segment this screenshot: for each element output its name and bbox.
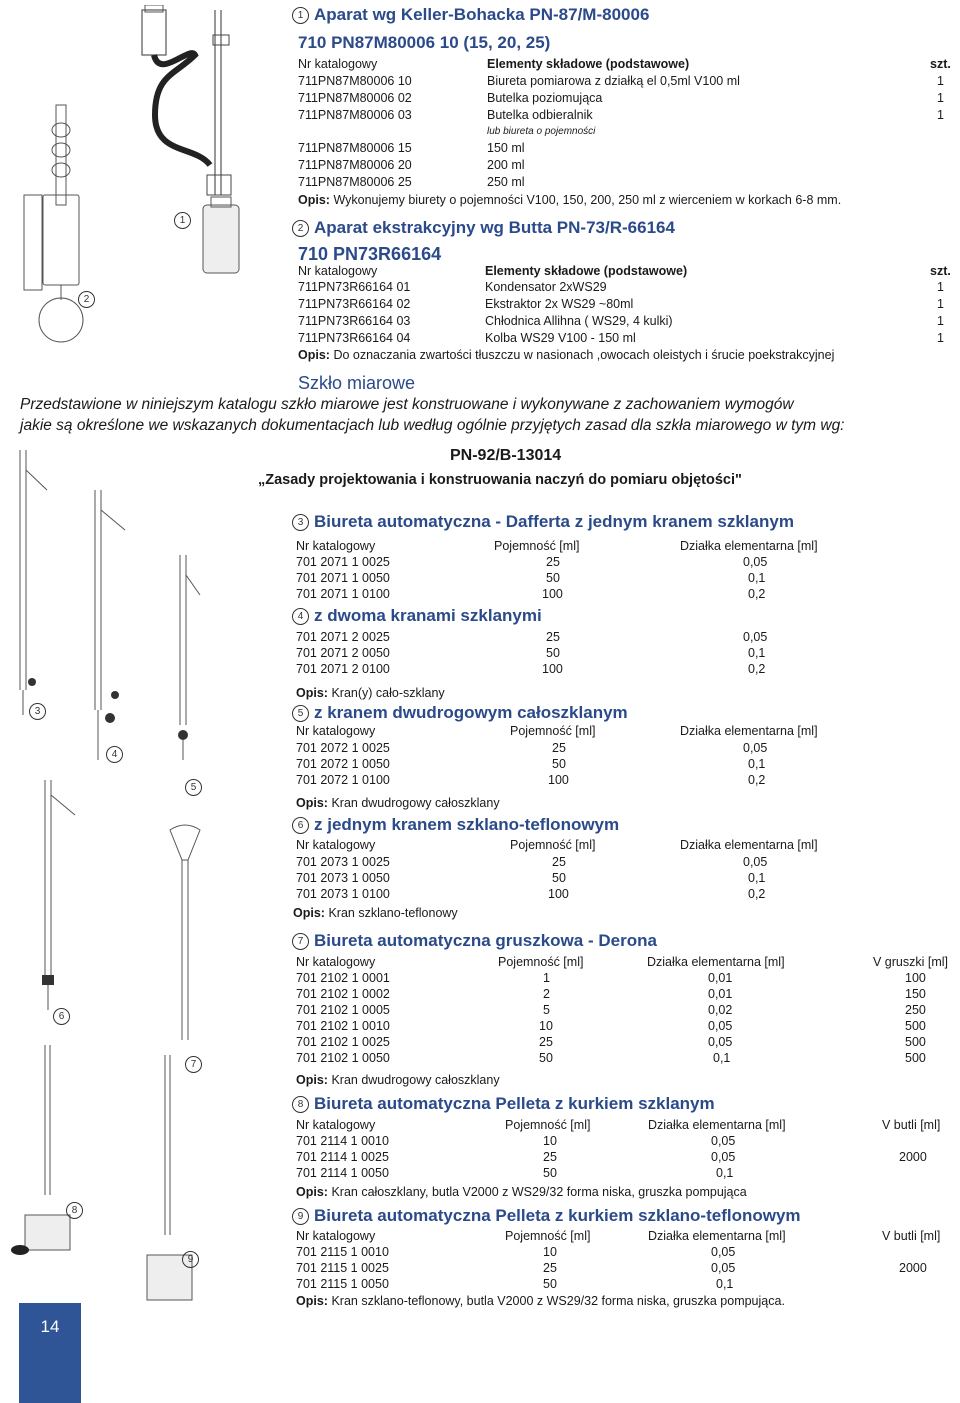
s5-opis-text: Kran dwudrogowy całoszklany xyxy=(331,796,500,810)
figure-label-1: 1 xyxy=(174,212,191,229)
section-5-title: 5 z kranem dwudrogowym całoszklanym xyxy=(292,703,628,723)
s1-row-el: Biureta pomiarowa z działką el 0,5ml V100 ml xyxy=(487,74,740,88)
s7-col-poj: Pojemność [ml] xyxy=(498,955,584,969)
s9-col-poj: Pojemność [ml] xyxy=(505,1229,591,1243)
s2-row-nr: 711PN73R66164 03 xyxy=(298,314,411,328)
s6-opis xyxy=(293,906,458,920)
s8-row-nr: 701 2114 1 0025 xyxy=(296,1150,389,1164)
s5-col-dz: Działka elementarna [ml] xyxy=(680,724,818,738)
section-1-title: 1 Aparat wg Keller-Bohacka PN-87/M-80006 xyxy=(292,5,649,25)
s9-row-poj: 10 xyxy=(543,1245,557,1259)
szklo-paragraph-1: Przedstawione w niniejszym katalogu szkło miarowe jest konstruowane i wykonywane z zachowaniem wymogów xyxy=(20,396,794,413)
s5-row-dz: 0,1 xyxy=(748,757,766,771)
szklo-title: Szkło miarowe xyxy=(298,373,416,393)
s3-row-nr: 701 2071 1 0050 xyxy=(296,571,390,585)
s6-row-dz: 0,2 xyxy=(748,887,766,901)
s5-row-nr: 701 2072 1 0050 xyxy=(296,757,390,771)
s3-row-poj: 50 xyxy=(546,571,560,585)
s5-row-poj: 25 xyxy=(552,741,566,755)
s7-row-dz: 0,05 xyxy=(708,1019,733,1033)
s8-row-dz: 0,05 xyxy=(711,1134,736,1148)
figure-label-9: 9 xyxy=(182,1251,199,1268)
s7-row-dz: 0,01 xyxy=(708,987,733,1001)
section-5-number: 5 xyxy=(292,705,309,722)
s1-row-szt: 1 xyxy=(937,108,944,122)
burette-7-illustration xyxy=(160,820,220,1050)
s2-opis xyxy=(298,348,834,362)
s7-row-nr: 701 2102 1 0002 xyxy=(296,987,390,1001)
figure-label-2: 2 xyxy=(78,291,95,308)
s8-row-poj: 50 xyxy=(543,1166,557,1180)
s9-row-dz: 0,1 xyxy=(716,1277,734,1291)
s2-row-szt: 1 xyxy=(937,297,944,311)
burette-5-illustration xyxy=(160,555,210,765)
s3-col-nr: Nr katalogowy xyxy=(296,539,376,553)
page-number-box xyxy=(19,1303,81,1403)
s1-row2-el: 250 ml xyxy=(487,175,525,189)
s7-opis xyxy=(296,1073,500,1087)
s4-row-nr: 701 2071 2 0050 xyxy=(296,646,390,660)
s4-row-dz: 0,2 xyxy=(748,662,766,676)
s6-row-poj: 25 xyxy=(552,855,566,869)
s9-opis xyxy=(296,1294,785,1308)
burette-8-illustration xyxy=(5,1045,75,1260)
section-4-title: 4 z dwoma kranami szklanymi xyxy=(292,606,542,626)
s1-row-szt: 1 xyxy=(937,91,944,105)
figure-label-3: 3 xyxy=(29,703,46,720)
section-3-title: 3 Biureta automatyczna - Dafferta z jednym kranem szklanym xyxy=(292,512,794,532)
s7-row-poj: 2 xyxy=(543,987,550,1001)
s7-row-v: 250 xyxy=(905,1003,926,1017)
s6-row-poj: 50 xyxy=(552,871,566,885)
s5-row-nr: 701 2072 1 0100 xyxy=(296,773,390,787)
s9-row-dz: 0,05 xyxy=(711,1245,736,1259)
s6-row-dz: 0,1 xyxy=(748,871,766,885)
s1-row-szt: 1 xyxy=(937,74,944,88)
s6-col-dz: Działka elementarna [ml] xyxy=(680,838,818,852)
s2-opis-text: Do oznaczania zwartości tłuszczu w nasionach ,owocach oleistych i śrucie poekstrakcyjnej xyxy=(333,348,835,362)
s7-row-v: 500 xyxy=(905,1051,926,1065)
s5-col-poj: Pojemność [ml] xyxy=(510,724,596,738)
s2-row-nr: 711PN73R66164 01 xyxy=(298,280,411,294)
s3-row-nr: 701 2071 1 0025 xyxy=(296,555,390,569)
s4-opis-label: Opis: xyxy=(296,686,328,700)
figure-label-7: 7 xyxy=(185,1056,202,1073)
s1-row2-el: 200 ml xyxy=(487,158,525,172)
s7-row-poj: 5 xyxy=(543,1003,550,1017)
s4-row-nr: 701 2071 2 0025 xyxy=(296,630,390,644)
section-8-title: 8 Biureta automatyczna Pelleta z kurkiem szklanym xyxy=(292,1094,715,1114)
s6-row-dz: 0,05 xyxy=(743,855,768,869)
s8-col-poj: Pojemność [ml] xyxy=(505,1118,591,1132)
s1-col-szt: szt. xyxy=(930,57,951,71)
s6-col-nr: Nr katalogowy xyxy=(296,838,376,852)
s6-row-poj: 100 xyxy=(548,887,569,901)
s4-row-poj: 100 xyxy=(542,662,563,676)
s8-row-nr: 701 2114 1 0050 xyxy=(296,1166,389,1180)
s7-row-nr: 701 2102 1 0025 xyxy=(296,1035,390,1049)
s7-opis-text: Kran dwudrogowy całoszklany xyxy=(331,1073,500,1087)
s9-row-v: 2000 xyxy=(899,1261,927,1275)
s1-row2-el: 150 ml xyxy=(487,141,525,155)
s9-row-poj: 25 xyxy=(543,1261,557,1275)
s2-row-szt: 1 xyxy=(937,314,944,328)
section-2-number: 2 xyxy=(292,220,309,237)
s8-col-dz: Działka elementarna [ml] xyxy=(648,1118,786,1132)
s2-row-el: Chłodnica Allihna ( WS29, 4 kulki) xyxy=(485,314,673,328)
s7-row-poj: 25 xyxy=(539,1035,553,1049)
section-9-title: 9 Biureta automatyczna Pelleta z kurkiem szklano-teflonowym xyxy=(292,1206,801,1226)
s7-col-nr: Nr katalogowy xyxy=(296,955,376,969)
s3-col-poj: Pojemność [ml] xyxy=(494,539,580,553)
s4-opis xyxy=(296,686,445,700)
s5-row-poj: 100 xyxy=(548,773,569,787)
section-2-code: 710 PN73R66164 xyxy=(298,244,442,264)
page-number: 14 xyxy=(40,1317,60,1336)
s3-row-dz: 0,05 xyxy=(743,555,768,569)
s1-row-nr: 711PN87M80006 03 xyxy=(298,108,412,122)
s4-opis-text: Kran(y) cało-szklany xyxy=(331,686,445,700)
s2-row-nr: 711PN73R66164 02 xyxy=(298,297,411,311)
s8-row-v: 2000 xyxy=(899,1150,927,1164)
s8-row-nr: 701 2114 1 0010 xyxy=(296,1134,389,1148)
s1-row-nr: 711PN87M80006 10 xyxy=(298,74,412,88)
s1-row-el: Butelka poziomująca xyxy=(487,91,603,105)
s5-col-nr: Nr katalogowy xyxy=(296,724,376,738)
s8-col-nr: Nr katalogowy xyxy=(296,1118,376,1132)
s7-row-poj: 50 xyxy=(539,1051,553,1065)
s4-row-poj: 25 xyxy=(546,630,560,644)
s1-opis xyxy=(298,193,841,207)
s1-row-el: Butelka odbieralnik xyxy=(487,108,593,122)
s4-row-dz: 0,1 xyxy=(748,646,766,660)
s5-row-dz: 0,2 xyxy=(748,773,766,787)
s2-row-szt: 1 xyxy=(937,331,944,345)
s5-opis-label: Opis: xyxy=(296,796,328,810)
s5-opis xyxy=(296,796,500,810)
section-8-number: 8 xyxy=(292,1096,309,1113)
s3-col-dz: Działka elementarna [ml] xyxy=(680,539,818,553)
s7-row-dz: 0,1 xyxy=(713,1051,731,1065)
section-1-code: 710 PN87M80006 10 (15, 20, 25) xyxy=(298,33,551,52)
s1-note: lub biureta o pojemności xyxy=(487,126,596,137)
s5-row-poj: 50 xyxy=(552,757,566,771)
section-4-number: 4 xyxy=(292,608,309,625)
s2-col-el: Elementy składowe (podstawowe) xyxy=(485,264,688,278)
s2-row-el: Kolba WS29 V100 - 150 ml xyxy=(485,331,636,345)
butt-extractor-illustration xyxy=(18,85,88,345)
s7-row-poj: 10 xyxy=(539,1019,553,1033)
s7-row-nr: 701 2102 1 0005 xyxy=(296,1003,390,1017)
keller-bohack-apparatus-illustration xyxy=(135,5,255,275)
s1-row2-nr: 711PN87M80006 15 xyxy=(298,141,412,155)
s4-row-nr: 701 2071 2 0100 xyxy=(296,662,390,676)
s8-row-dz: 0,05 xyxy=(711,1150,736,1164)
section-7-number: 7 xyxy=(292,933,309,950)
s9-col-v: V butli [ml] xyxy=(882,1229,941,1243)
s7-row-poj: 1 xyxy=(543,971,550,985)
s8-row-poj: 25 xyxy=(543,1150,557,1164)
norm-description: „Zasady projektowania i konstruowania naczyń do pomiaru objętości" xyxy=(258,472,742,488)
figure-label-5: 5 xyxy=(185,779,202,796)
s1-row2-nr: 711PN87M80006 25 xyxy=(298,175,412,189)
figure-label-4: 4 xyxy=(106,746,123,763)
s7-row-v: 150 xyxy=(905,987,926,1001)
s1-row-nr: 711PN87M80006 02 xyxy=(298,91,412,105)
s7-col-v: V gruszki [ml] xyxy=(873,955,949,969)
section-7-title: 7 Biureta automatyczna gruszkowa - Derona xyxy=(292,931,657,951)
s8-row-poj: 10 xyxy=(543,1134,557,1148)
s5-row-nr: 701 2072 1 0025 xyxy=(296,741,390,755)
s7-row-dz: 0,02 xyxy=(708,1003,733,1017)
s6-opis-text: Kran szklano-teflonowy xyxy=(328,906,458,920)
figure-label-8: 8 xyxy=(66,1202,83,1219)
section-6-title: 6 z jednym kranem szklano-teflonowym xyxy=(292,815,619,835)
burette-4-illustration xyxy=(75,490,135,770)
s3-row-poj: 100 xyxy=(542,587,563,601)
s7-row-nr: 701 2102 1 0001 xyxy=(296,971,390,985)
s8-row-dz: 0,1 xyxy=(716,1166,734,1180)
section-6-number: 6 xyxy=(292,817,309,834)
burette-3-illustration xyxy=(5,450,50,720)
s2-row-el: Ekstraktor 2x WS29 ~80ml xyxy=(485,297,634,311)
section-9-number: 9 xyxy=(292,1208,309,1225)
s3-row-nr: 701 2071 1 0100 xyxy=(296,587,390,601)
s4-row-poj: 50 xyxy=(546,646,560,660)
s7-opis-label: Opis: xyxy=(296,1073,328,1087)
s3-row-dz: 0,1 xyxy=(748,571,766,585)
s9-row-nr: 701 2115 1 0050 xyxy=(296,1277,389,1291)
s2-row-szt: 1 xyxy=(937,280,944,294)
norm-code: PN-92/B-13014 xyxy=(450,447,562,464)
s9-col-nr: Nr katalogowy xyxy=(296,1229,376,1243)
s3-row-dz: 0,2 xyxy=(748,587,766,601)
s7-row-v: 500 xyxy=(905,1019,926,1033)
s2-opis-label: Opis: xyxy=(298,348,330,362)
s8-col-v: V butli [ml] xyxy=(882,1118,941,1132)
s9-opis-text: Kran szklano-teflonowy, butla V2000 z WS29/32 forma niska, gruszka pompująca. xyxy=(331,1294,785,1308)
s6-opis-label: Opis: xyxy=(293,906,325,920)
s1-row2-nr: 711PN87M80006 20 xyxy=(298,158,412,172)
s9-opis-label: Opis: xyxy=(296,1294,328,1308)
s6-row-nr: 701 2073 1 0050 xyxy=(296,871,390,885)
s6-col-poj: Pojemność [ml] xyxy=(510,838,596,852)
s6-row-nr: 701 2073 1 0025 xyxy=(296,855,390,869)
s7-col-dz: Działka elementarna [ml] xyxy=(647,955,785,969)
burette-6-illustration xyxy=(30,780,90,1015)
s5-row-dz: 0,05 xyxy=(743,741,768,755)
s9-row-poj: 50 xyxy=(543,1277,557,1291)
s7-row-dz: 0,01 xyxy=(708,971,733,985)
s1-col-el: Elementy składowe (podstawowe) xyxy=(487,57,690,71)
s6-row-nr: 701 2073 1 0100 xyxy=(296,887,390,901)
s7-row-v: 100 xyxy=(905,971,926,985)
s7-row-nr: 701 2102 1 0050 xyxy=(296,1051,390,1065)
s2-row-el: Kondensator 2xWS29 xyxy=(485,280,607,294)
s9-row-dz: 0,05 xyxy=(711,1261,736,1275)
burette-9-illustration xyxy=(125,1055,195,1305)
s1-opis-label: Opis: xyxy=(298,193,330,207)
s9-row-nr: 701 2115 1 0025 xyxy=(296,1261,389,1275)
s8-opis-text: Kran całoszklany, butla V2000 z WS29/32 forma niska, gruszka pompująca xyxy=(331,1185,747,1199)
s2-col-nr: Nr katalogowy xyxy=(298,264,378,278)
s2-row-nr: 711PN73R66164 04 xyxy=(298,331,411,345)
s7-row-v: 500 xyxy=(905,1035,926,1049)
figure-label-6: 6 xyxy=(53,1008,70,1025)
section-2-title: 2 Aparat ekstrakcyjny wg Butta PN-73/R-66164 xyxy=(292,218,675,238)
s2-col-szt: szt. xyxy=(930,264,951,278)
szklo-paragraph-2: jakie są określone we wskazanych dokumentacjach lub według ogólnie przyjętych zasad dla szkła miarowego w tym wg: xyxy=(20,417,845,434)
s3-row-poj: 25 xyxy=(546,555,560,569)
s7-row-nr: 701 2102 1 0010 xyxy=(296,1019,390,1033)
s9-col-dz: Działka elementarna [ml] xyxy=(648,1229,786,1243)
s4-row-dz: 0,05 xyxy=(743,630,768,644)
s8-opis xyxy=(296,1185,747,1199)
section-3-number: 3 xyxy=(292,514,309,531)
s9-row-nr: 701 2115 1 0010 xyxy=(296,1245,389,1259)
s1-opis-text: Wykonujemy biurety o pojemności V100, 150, 200, 250 ml z wierceniem w korkach 6-8 mm. xyxy=(333,193,842,207)
s8-opis-label: Opis: xyxy=(296,1185,328,1199)
s7-row-dz: 0,05 xyxy=(708,1035,733,1049)
section-1-number: 1 xyxy=(292,7,309,24)
s1-col-nr: Nr katalogowy xyxy=(298,57,378,71)
